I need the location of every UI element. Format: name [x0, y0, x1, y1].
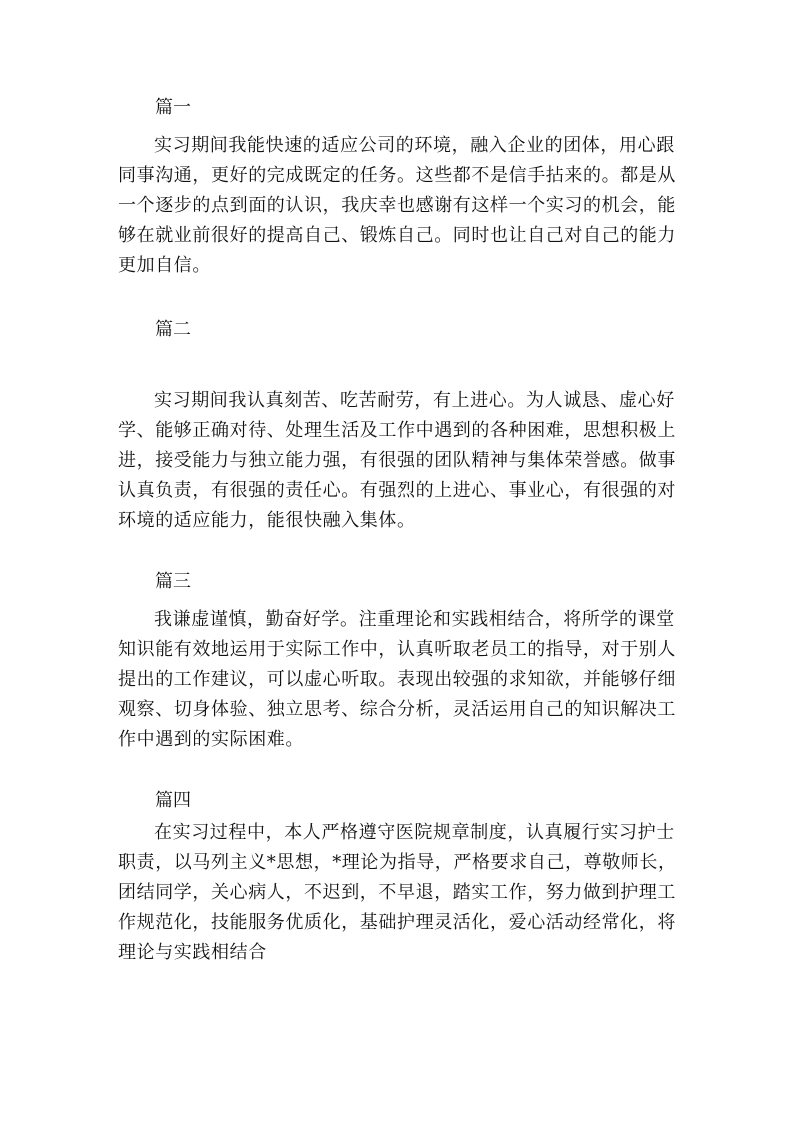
paragraph-line: 作中遇到的实际困难。	[118, 729, 304, 750]
paragraph-line: 学、能够正确对待、处理生活及工作中遇到的各种困难，思想积极上	[118, 420, 676, 441]
section-heading-2: 篇二	[155, 319, 191, 340]
paragraph-line: 实习期间我认真刻苦、吃苦耐劳，有上进心。为人诚恳、虚心好	[154, 390, 675, 411]
section-heading-4: 篇四	[155, 790, 191, 811]
paragraph-line: 实习期间我能快速的适应公司的环境，融入企业的团体，用心跟	[154, 135, 675, 156]
section-heading-1: 篇一	[155, 97, 191, 118]
paragraph-line: 职责，以马列主义*思想，*理论为指导，严格要求自己，尊敬师长，	[118, 852, 677, 873]
paragraph-line: 环境的适应能力，能很快融入集体。	[118, 510, 416, 531]
paragraph-line: 提出的工作建议，可以虚心听取。表现出较强的求知欲，并能够仔细	[118, 669, 676, 690]
paragraph-line: 作规范化，技能服务优质化，基础护理灵活化，爱心活动经常化，将	[118, 912, 676, 933]
section-paragraph-2	[118, 386, 688, 536]
section-paragraph-1	[118, 131, 688, 281]
paragraph-line: 我谦虚谨慎，勤奋好学。注重理论和实践相结合，将所学的课堂	[154, 609, 675, 630]
paragraph-line: 知识能有效地运用于实际工作中，认真听取老员工的指导，对于别人	[118, 639, 676, 660]
paragraph-line: 在实习过程中，本人严格遵守医院规章制度，认真履行实习护士	[154, 822, 675, 843]
section-paragraph-3	[118, 605, 688, 755]
paragraph-line: 团结同学，关心病人，不迟到，不早退，踏实工作，努力做到护理工	[118, 882, 676, 903]
paragraph-line: 进，接受能力与独立能力强，有很强的团队精神与集体荣誉感。做事	[118, 450, 676, 471]
paragraph-line: 一个逐步的点到面的认识，我庆幸也感谢有这样一个实习的机会，能	[118, 195, 676, 216]
paragraph-line: 观察、切身体验、独立思考、综合分析，灵活运用自己的知识解决工	[118, 699, 676, 720]
paragraph-line: 更加自信。	[118, 255, 211, 276]
section-paragraph-4	[118, 818, 688, 968]
paragraph-line: 理论与实践相结合	[118, 942, 267, 963]
paragraph-line: 认真负责，有很强的责任心。有强烈的上进心、事业心，有很强的对	[118, 480, 676, 501]
section-heading-3: 篇三	[155, 571, 191, 592]
paragraph-line: 够在就业前很好的提高自己、锻炼自己。同时也让自己对自己的能力	[118, 225, 676, 246]
paragraph-line: 同事沟通，更好的完成既定的任务。这些都不是信手拈来的。都是从	[118, 165, 676, 186]
